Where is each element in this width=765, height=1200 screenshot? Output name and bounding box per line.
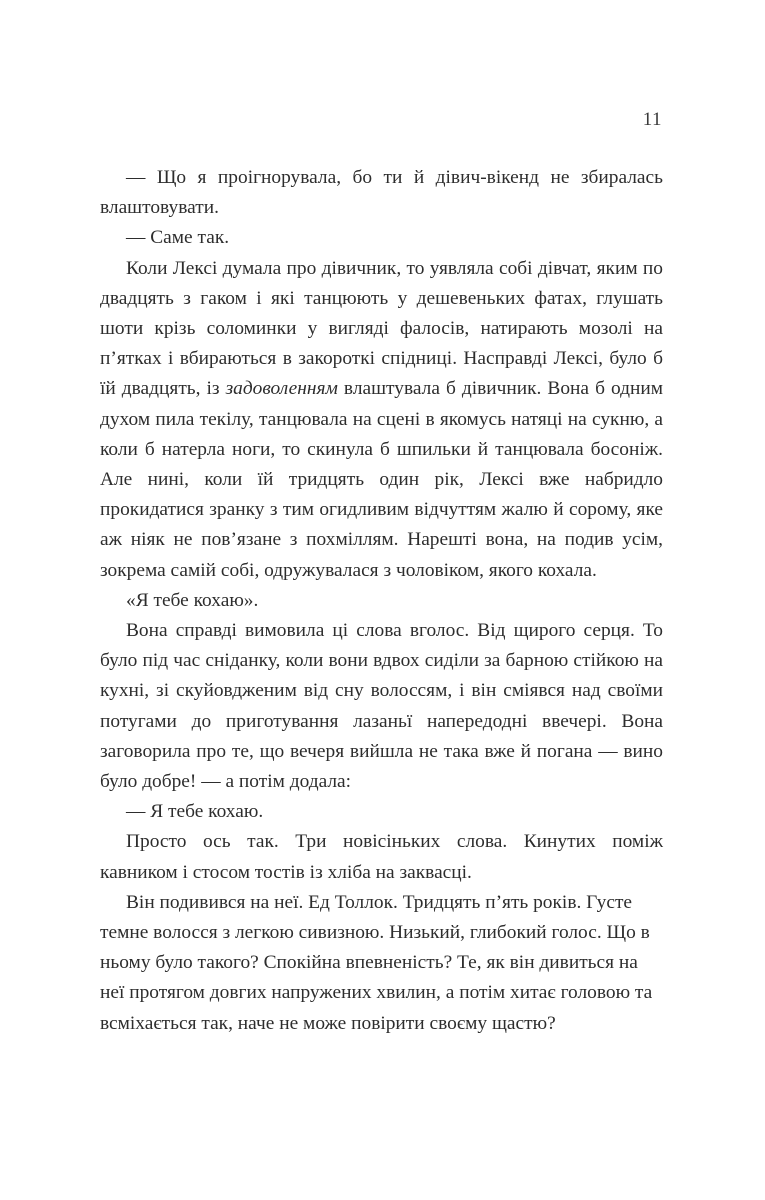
paragraph-narrative-4: Він подивився на неї. Ед Толлок. Тридцять п’ять років. Густе темне волосся з легкою сивизною. Низький, глибокий голос. Що в ньому було такого? Спокійна впевненість? Те, як він дивиться на неї протягом довгих напружених хвилин, а потім хитає головою та всміхається так, наче не може повірити своєму щастю? bbox=[100, 891, 653, 1034]
paragraph-narrative-2: Вона справді вимовила ці слова вголос. Від щирого серця. То було під час сніданку, коли вони вдвох сиділи за барною стійкою на кухні, зі скуйовдженим від сну волоссям, і він сміявся над своїми потугами до приготування лазаньї напередодні ввечері. Вона заговорила про те, що вечеря вийшла не така вже й погана — вино було добре! — а потім додала: bbox=[100, 620, 663, 793]
paragraph-text-run-before-italic: Коли Лексі думала про дівичник, то уявляла собі дівчат, яким по двадцять з гаком і які танцюють у дешевеньких фатах, глушать шоти крізь соломинки у вигляді фалосів, натирають мозолі на п’ятках і вбираються в закороткі спідниці. Насправді Лексі, було б їй двадцять, із bbox=[100, 257, 663, 400]
body-text-block bbox=[100, 163, 663, 1039]
page-number: 11 bbox=[642, 109, 662, 130]
paragraph-narrative-1 bbox=[100, 254, 663, 586]
paragraph-dialogue-3: — Я тебе кохаю. bbox=[126, 801, 264, 823]
paragraph-text-run-after-italic: влаштувала б дівичник. Вона б одним духом пила текілу, танцювала на сцені в якомусь натяці на сукню, а коли б натерла ноги, то скинула б шпильки й танцювала босоніж. Але нині, коли їй тридцять один рік, Лексі вже набридло прокидатися зранку з тим огидливим відчуттям жалю й сорому, яке аж ніяк не пов’язане з похміллям. Нарешті вона, на подив усім, зокрема самій собі, одружувалася з чоловіком, якого кохала. bbox=[100, 378, 663, 581]
paragraph-dialogue-1: — Що я проігнорувала, бо ти й дівич-вікенд не збиралась влаштовувати. bbox=[100, 167, 663, 219]
paragraph-dialogue-2: — Саме так. bbox=[126, 227, 230, 249]
emphasis-word: задоволенням bbox=[225, 378, 338, 400]
paragraph-quoted-line: «Я тебе кохаю». bbox=[126, 589, 259, 611]
paragraph-narrative-3: Просто ось так. Три новісіньких слова. Кинутих поміж кавником і стосом тостів із хліба на заквасці. bbox=[100, 831, 663, 883]
